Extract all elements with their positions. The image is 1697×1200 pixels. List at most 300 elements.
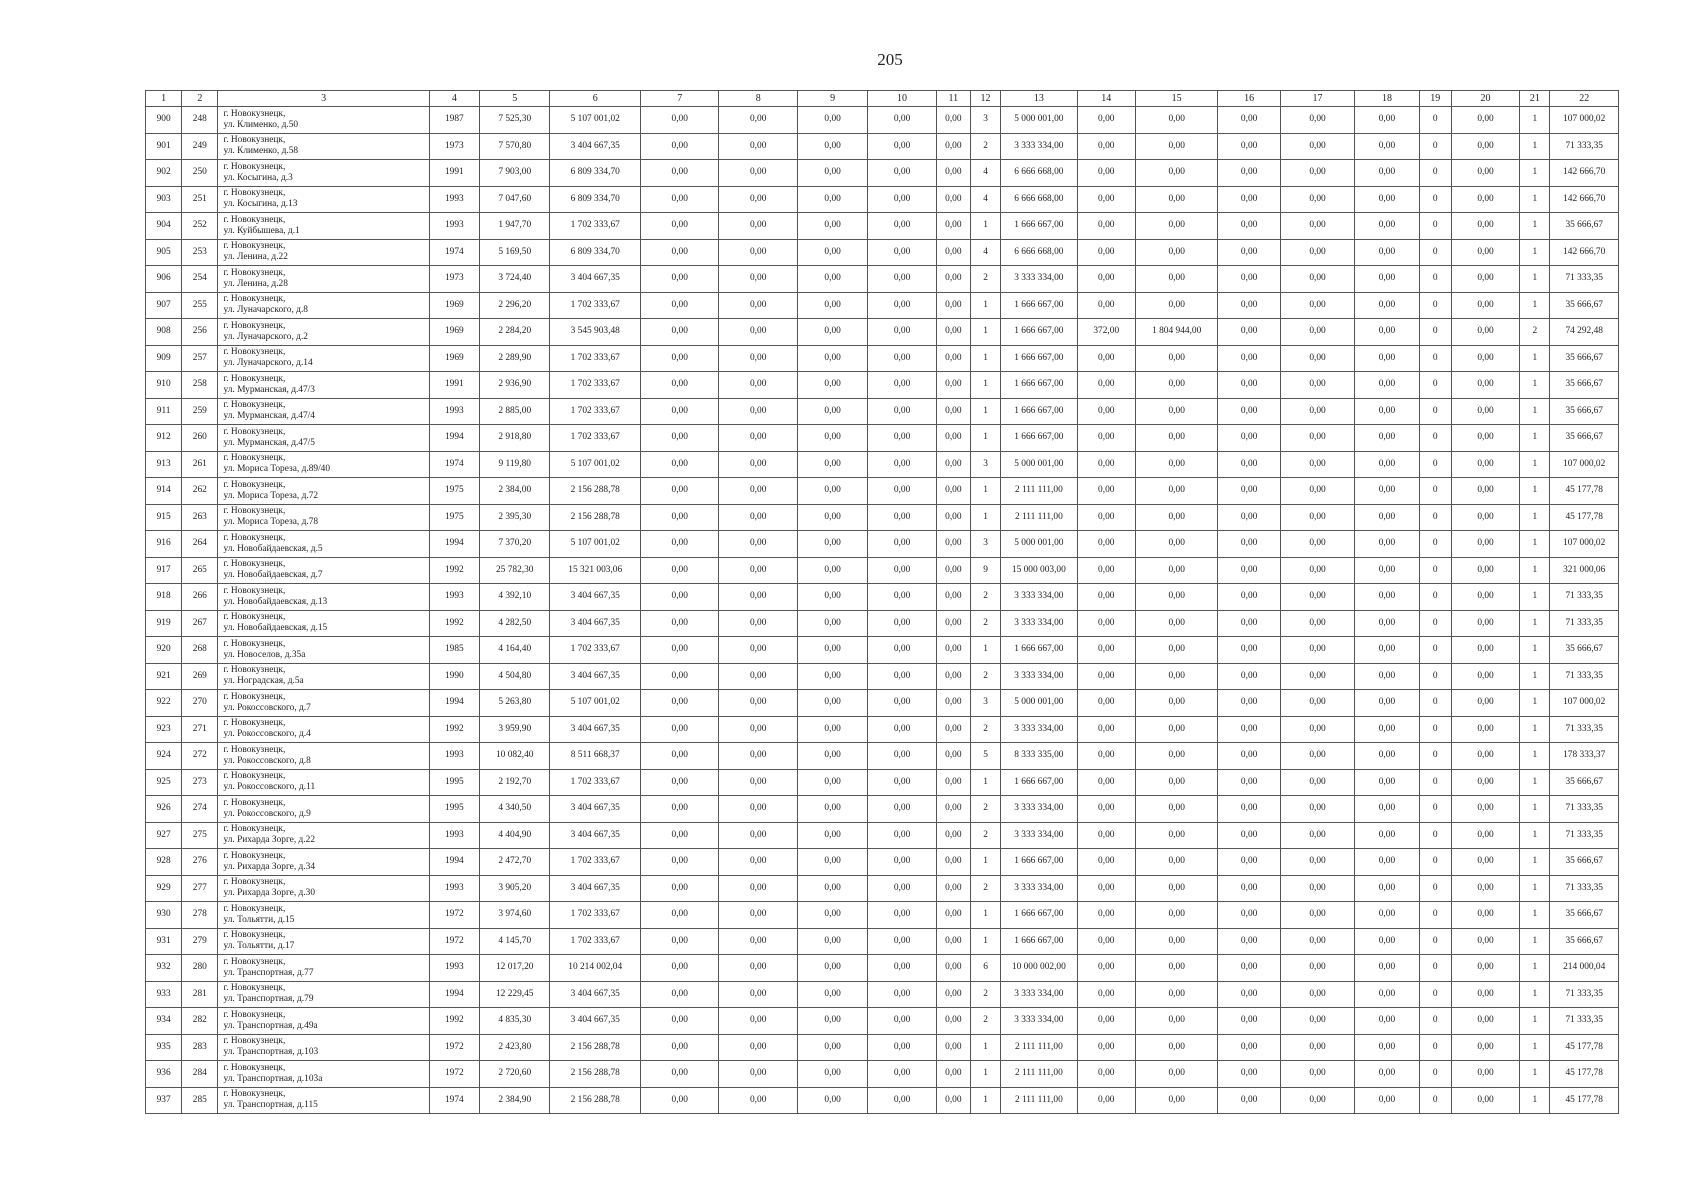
table-cell-col-16: 0,00 (1218, 425, 1280, 452)
table-cell-col-12: 1 (970, 345, 1000, 372)
table-row (146, 451, 1619, 478)
table-cell-col-21: 1 (1520, 875, 1550, 902)
table-cell-col-19: 0 (1419, 822, 1451, 849)
table-cell-col-14: 0,00 (1077, 107, 1135, 134)
table-cell-col-5: 12 229,45 (480, 981, 550, 1008)
page-number: 205 (877, 50, 903, 69)
table-cell-col-21: 1 (1520, 955, 1550, 982)
table-cell-col-10: 0,00 (868, 372, 936, 399)
table-row (146, 981, 1619, 1008)
table-cell-col-20: 0,00 (1451, 663, 1519, 690)
table-cell-col-10: 0,00 (868, 504, 936, 531)
column-header-3: 3 (218, 91, 429, 107)
table-cell-col-9: 0,00 (797, 637, 867, 664)
table-cell-col-20: 0,00 (1451, 319, 1519, 346)
table-cell-col-4: 1992 (429, 716, 479, 743)
table-cell-col-13: 3 333 334,00 (1001, 716, 1077, 743)
table-cell-col-18: 0,00 (1355, 716, 1419, 743)
table-cell-col-11: 0,00 (936, 928, 970, 955)
table-cell-col-4: 1974 (429, 239, 479, 266)
table-cell-col-11: 0,00 (936, 690, 970, 717)
table-cell-col-7: 0,00 (640, 981, 718, 1008)
table-cell-col-16: 0,00 (1218, 345, 1280, 372)
address-cell (218, 107, 429, 134)
table-cell-col-8: 0,00 (719, 716, 797, 743)
table-cell-col-14: 0,00 (1077, 690, 1135, 717)
table-cell-col-12: 2 (970, 610, 1000, 637)
table-cell-col-12: 2 (970, 875, 1000, 902)
table-cell-col-12: 6 (970, 955, 1000, 982)
table-cell-col-10: 0,00 (868, 160, 936, 187)
table-cell-col-19: 0 (1419, 319, 1451, 346)
table-cell-col-2: 266 (182, 584, 218, 611)
table-cell-col-22: 71 333,35 (1550, 133, 1619, 160)
table-row (146, 849, 1619, 876)
table-cell-col-4: 1974 (429, 1087, 479, 1114)
table-cell-col-16: 0,00 (1218, 928, 1280, 955)
table-cell-col-15: 0,00 (1135, 849, 1218, 876)
table-cell-col-2: 265 (182, 557, 218, 584)
table-cell-col-5: 7 570,80 (480, 133, 550, 160)
address-city: г. Новокузнецк, (223, 506, 286, 517)
table-cell-col-6: 6 809 334,70 (550, 160, 641, 187)
table-cell-col-9: 0,00 (797, 160, 867, 187)
table-cell-col-19: 0 (1419, 769, 1451, 796)
table-header (146, 91, 1619, 107)
table-cell-col-7: 0,00 (640, 372, 718, 399)
address-cell (218, 531, 429, 558)
table-cell-col-21: 1 (1520, 981, 1550, 1008)
address-cell (218, 292, 429, 319)
column-header-19: 19 (1419, 91, 1451, 107)
address-street: ул. Новобайдаевская, д.13 (223, 596, 328, 607)
table-cell-col-7: 0,00 (640, 292, 718, 319)
table-cell-col-16: 0,00 (1218, 239, 1280, 266)
table-cell-col-22: 35 666,67 (1550, 902, 1619, 929)
address-cell (218, 160, 429, 187)
table-cell-col-15: 0,00 (1135, 531, 1218, 558)
table-cell-col-18: 0,00 (1355, 425, 1419, 452)
table-cell-col-21: 1 (1520, 928, 1550, 955)
table-cell-col-7: 0,00 (640, 1008, 718, 1035)
table-cell-col-9: 0,00 (797, 1087, 867, 1114)
table-cell-col-2: 258 (182, 372, 218, 399)
table-cell-col-22: 71 333,35 (1550, 796, 1619, 823)
table-cell-col-11: 0,00 (936, 1061, 970, 1088)
table-cell-col-15: 0,00 (1135, 451, 1218, 478)
table-cell-col-14: 0,00 (1077, 1061, 1135, 1088)
table-cell-col-17: 0,00 (1280, 425, 1354, 452)
table-cell-col-17: 0,00 (1280, 266, 1354, 293)
table-cell-col-19: 0 (1419, 345, 1451, 372)
table-cell-col-4: 1969 (429, 345, 479, 372)
address-city: г. Новокузнецк, (223, 400, 286, 411)
table-cell-col-21: 1 (1520, 1034, 1550, 1061)
table-cell-col-20: 0,00 (1451, 875, 1519, 902)
table-cell-col-14: 0,00 (1077, 902, 1135, 929)
table-cell-col-2: 284 (182, 1061, 218, 1088)
table-cell-col-21: 1 (1520, 610, 1550, 637)
table-cell-col-15: 0,00 (1135, 478, 1218, 505)
table-cell-col-13: 1 666 667,00 (1001, 902, 1077, 929)
table-cell-col-7: 0,00 (640, 266, 718, 293)
address-cell (218, 213, 429, 240)
table-cell-col-8: 0,00 (719, 769, 797, 796)
table-cell-col-4: 1975 (429, 504, 479, 531)
table-cell-col-1: 901 (146, 133, 182, 160)
table-cell-col-11: 0,00 (936, 186, 970, 213)
table-cell-col-9: 0,00 (797, 716, 867, 743)
table-cell-col-22: 71 333,35 (1550, 822, 1619, 849)
table-cell-col-13: 1 666 667,00 (1001, 769, 1077, 796)
table-cell-col-16: 0,00 (1218, 372, 1280, 399)
table-cell-col-2: 267 (182, 610, 218, 637)
address-cell (218, 928, 429, 955)
table-cell-col-18: 0,00 (1355, 584, 1419, 611)
table-cell-col-22: 45 177,78 (1550, 1061, 1619, 1088)
table-cell-col-15: 0,00 (1135, 213, 1218, 240)
table-cell-col-18: 0,00 (1355, 292, 1419, 319)
table-cell-col-14: 0,00 (1077, 557, 1135, 584)
table-cell-col-15: 0,00 (1135, 372, 1218, 399)
table-row (146, 107, 1619, 134)
table-cell-col-15: 0,00 (1135, 690, 1218, 717)
table-cell-col-2: 252 (182, 213, 218, 240)
table-cell-col-9: 0,00 (797, 372, 867, 399)
table-row (146, 292, 1619, 319)
table-cell-col-20: 0,00 (1451, 107, 1519, 134)
table-cell-col-5: 4 835,30 (480, 1008, 550, 1035)
table-cell-col-10: 0,00 (868, 1034, 936, 1061)
table-cell-col-15: 0,00 (1135, 955, 1218, 982)
table-cell-col-11: 0,00 (936, 372, 970, 399)
table-cell-col-9: 0,00 (797, 425, 867, 452)
table-row (146, 637, 1619, 664)
address-city: г. Новокузнецк, (223, 1062, 286, 1073)
table-cell-col-15: 0,00 (1135, 239, 1218, 266)
table-cell-col-13: 6 666 668,00 (1001, 160, 1077, 187)
table-cell-col-20: 0,00 (1451, 690, 1519, 717)
address-cell (218, 398, 429, 425)
table-cell-col-11: 0,00 (936, 266, 970, 293)
address-street: ул. Рокоссовского, д.11 (223, 782, 316, 793)
table-cell-col-20: 0,00 (1451, 213, 1519, 240)
table-cell-col-18: 0,00 (1355, 610, 1419, 637)
table-cell-col-6: 3 404 667,35 (550, 981, 641, 1008)
table-row (146, 1008, 1619, 1035)
table-cell-col-8: 0,00 (719, 133, 797, 160)
address-city: г. Новокузнецк, (223, 665, 286, 676)
table-cell-col-21: 1 (1520, 345, 1550, 372)
table-cell-col-7: 0,00 (640, 531, 718, 558)
table-cell-col-9: 0,00 (797, 584, 867, 611)
table-cell-col-7: 0,00 (640, 319, 718, 346)
address-city: г. Новокузнецк, (223, 320, 286, 331)
table-cell-col-7: 0,00 (640, 1034, 718, 1061)
table-cell-col-11: 0,00 (936, 345, 970, 372)
table-cell-col-19: 0 (1419, 584, 1451, 611)
table-cell-col-5: 12 017,20 (480, 955, 550, 982)
table-cell-col-8: 0,00 (719, 663, 797, 690)
table-cell-col-15: 0,00 (1135, 133, 1218, 160)
table-cell-col-5: 5 263,80 (480, 690, 550, 717)
address-street: ул. Мориса Тореза, д.78 (223, 517, 319, 528)
address-street: ул. Клименко, д.58 (223, 146, 299, 157)
table-cell-col-14: 0,00 (1077, 1087, 1135, 1114)
address-city: г. Новокузнецк, (223, 638, 286, 649)
address-cell (218, 663, 429, 690)
address-cell (218, 981, 429, 1008)
table-cell-col-17: 0,00 (1280, 981, 1354, 1008)
table-cell-col-15: 0,00 (1135, 981, 1218, 1008)
table-cell-col-10: 0,00 (868, 637, 936, 664)
table-cell-col-7: 0,00 (640, 186, 718, 213)
table-cell-col-12: 4 (970, 239, 1000, 266)
table-cell-col-4: 1994 (429, 690, 479, 717)
table-cell-col-5: 2 296,20 (480, 292, 550, 319)
column-header-18: 18 (1355, 91, 1419, 107)
table-row (146, 398, 1619, 425)
table-cell-col-12: 1 (970, 213, 1000, 240)
address-street: ул. Мурманская, д.47/4 (223, 411, 315, 422)
table-cell-col-18: 0,00 (1355, 478, 1419, 505)
table-cell-col-19: 0 (1419, 372, 1451, 399)
address-city: г. Новокузнецк, (223, 585, 286, 596)
table-cell-col-21: 1 (1520, 398, 1550, 425)
address-city: г. Новокузнецк, (223, 956, 286, 967)
table-cell-col-5: 2 918,80 (480, 425, 550, 452)
address-city: г. Новокузнецк, (223, 241, 286, 252)
table-cell-col-10: 0,00 (868, 928, 936, 955)
table-cell-col-18: 0,00 (1355, 822, 1419, 849)
table-cell-col-7: 0,00 (640, 504, 718, 531)
table-cell-col-14: 372,00 (1077, 319, 1135, 346)
table-cell-col-16: 0,00 (1218, 186, 1280, 213)
table-cell-col-18: 0,00 (1355, 663, 1419, 690)
table-cell-col-11: 0,00 (936, 451, 970, 478)
address-city: г. Новокузнецк, (223, 294, 286, 305)
table-cell-col-19: 0 (1419, 107, 1451, 134)
table-cell-col-14: 0,00 (1077, 345, 1135, 372)
table-cell-col-9: 0,00 (797, 822, 867, 849)
table-cell-col-13: 5 000 001,00 (1001, 107, 1077, 134)
table-cell-col-11: 0,00 (936, 239, 970, 266)
address-city: г. Новокузнецк, (223, 426, 286, 437)
table-cell-col-7: 0,00 (640, 107, 718, 134)
address-street: ул. Ноградская, д.5а (223, 676, 304, 687)
table-cell-col-16: 0,00 (1218, 213, 1280, 240)
address-street: ул. Луначарского, д.2 (223, 331, 308, 342)
table-cell-col-13: 3 333 334,00 (1001, 875, 1077, 902)
table-cell-col-2: 250 (182, 160, 218, 187)
table-cell-col-7: 0,00 (640, 610, 718, 637)
table-row (146, 186, 1619, 213)
table-cell-col-2: 272 (182, 743, 218, 770)
table-cell-col-21: 1 (1520, 133, 1550, 160)
table-cell-col-6: 1 702 333,67 (550, 213, 641, 240)
table-cell-col-2: 280 (182, 955, 218, 982)
table-cell-col-7: 0,00 (640, 902, 718, 929)
table-cell-col-16: 0,00 (1218, 1008, 1280, 1035)
address-cell (218, 769, 429, 796)
table-cell-col-7: 0,00 (640, 822, 718, 849)
table-cell-col-8: 0,00 (719, 478, 797, 505)
table-cell-col-16: 0,00 (1218, 1061, 1280, 1088)
table-cell-col-11: 0,00 (936, 637, 970, 664)
column-header-15: 15 (1135, 91, 1218, 107)
table-cell-col-2: 261 (182, 451, 218, 478)
table-cell-col-1: 934 (146, 1008, 182, 1035)
table-cell-col-12: 1 (970, 425, 1000, 452)
table-cell-col-6: 3 404 667,35 (550, 822, 641, 849)
table-cell-col-15: 0,00 (1135, 637, 1218, 664)
table-cell-col-6: 3 545 903,48 (550, 319, 641, 346)
table-cell-col-8: 0,00 (719, 451, 797, 478)
table-cell-col-10: 0,00 (868, 690, 936, 717)
table-cell-col-21: 1 (1520, 849, 1550, 876)
column-header-6: 6 (550, 91, 641, 107)
table-cell-col-1: 923 (146, 716, 182, 743)
table-row (146, 955, 1619, 982)
table-cell-col-19: 0 (1419, 504, 1451, 531)
table-cell-col-20: 0,00 (1451, 610, 1519, 637)
table-cell-col-5: 4 145,70 (480, 928, 550, 955)
table-cell-col-7: 0,00 (640, 690, 718, 717)
table-cell-col-19: 0 (1419, 690, 1451, 717)
table-cell-col-6: 3 404 667,35 (550, 133, 641, 160)
table-cell-col-5: 4 504,80 (480, 663, 550, 690)
table-cell-col-9: 0,00 (797, 133, 867, 160)
address-cell (218, 372, 429, 399)
table-cell-col-11: 0,00 (936, 981, 970, 1008)
column-header-10: 10 (868, 91, 936, 107)
table-cell-col-15: 0,00 (1135, 266, 1218, 293)
table-cell-col-15: 0,00 (1135, 584, 1218, 611)
table-cell-col-10: 0,00 (868, 716, 936, 743)
table-cell-col-17: 0,00 (1280, 319, 1354, 346)
table-cell-col-5: 5 169,50 (480, 239, 550, 266)
address-street: ул. Новобайдаевская, д.7 (223, 570, 323, 581)
table-cell-col-2: 277 (182, 875, 218, 902)
table-cell-col-6: 1 702 333,67 (550, 398, 641, 425)
table-cell-col-17: 0,00 (1280, 584, 1354, 611)
table-cell-col-5: 2 936,90 (480, 372, 550, 399)
table-cell-col-2: 253 (182, 239, 218, 266)
table-cell-col-15: 0,00 (1135, 425, 1218, 452)
table-cell-col-22: 71 333,35 (1550, 981, 1619, 1008)
table-cell-col-15: 0,00 (1135, 902, 1218, 929)
table-cell-col-22: 35 666,67 (1550, 637, 1619, 664)
table-cell-col-20: 0,00 (1451, 266, 1519, 293)
table-cell-col-9: 0,00 (797, 663, 867, 690)
address-cell (218, 822, 429, 849)
table-cell-col-15: 0,00 (1135, 875, 1218, 902)
table-row (146, 1087, 1619, 1114)
table-cell-col-6: 3 404 667,35 (550, 266, 641, 293)
table-cell-col-9: 0,00 (797, 875, 867, 902)
table-cell-col-9: 0,00 (797, 451, 867, 478)
table-row (146, 213, 1619, 240)
table-cell-col-11: 0,00 (936, 557, 970, 584)
table-cell-col-15: 0,00 (1135, 769, 1218, 796)
address-city: г. Новокузнецк, (223, 850, 286, 861)
table-cell-col-16: 0,00 (1218, 398, 1280, 425)
table-cell-col-9: 0,00 (797, 955, 867, 982)
table-cell-col-10: 0,00 (868, 955, 936, 982)
table-cell-col-4: 1985 (429, 637, 479, 664)
table-cell-col-17: 0,00 (1280, 902, 1354, 929)
table-cell-col-2: 262 (182, 478, 218, 505)
table-cell-col-17: 0,00 (1280, 504, 1354, 531)
table-cell-col-10: 0,00 (868, 822, 936, 849)
table-cell-col-14: 0,00 (1077, 663, 1135, 690)
table-cell-col-17: 0,00 (1280, 398, 1354, 425)
table-cell-col-1: 905 (146, 239, 182, 266)
table-row (146, 557, 1619, 584)
table-cell-col-14: 0,00 (1077, 637, 1135, 664)
table-cell-col-22: 35 666,67 (1550, 769, 1619, 796)
table-cell-col-10: 0,00 (868, 478, 936, 505)
table-cell-col-17: 0,00 (1280, 239, 1354, 266)
table-cell-col-6: 2 156 288,78 (550, 504, 641, 531)
table-cell-col-14: 0,00 (1077, 1008, 1135, 1035)
address-street: ул. Клименко, д.50 (223, 119, 299, 130)
table-cell-col-11: 0,00 (936, 716, 970, 743)
table-cell-col-21: 1 (1520, 1008, 1550, 1035)
table-cell-col-17: 0,00 (1280, 796, 1354, 823)
table-cell-col-22: 45 177,78 (1550, 1034, 1619, 1061)
table-cell-col-17: 0,00 (1280, 1008, 1354, 1035)
table-cell-col-16: 0,00 (1218, 796, 1280, 823)
table-cell-col-12: 3 (970, 531, 1000, 558)
table-cell-col-7: 0,00 (640, 955, 718, 982)
table-cell-col-1: 909 (146, 345, 182, 372)
table-cell-col-16: 0,00 (1218, 504, 1280, 531)
table-cell-col-13: 3 333 334,00 (1001, 584, 1077, 611)
address-street: ул. Мориса Тореза, д.72 (223, 490, 319, 501)
table-cell-col-19: 0 (1419, 875, 1451, 902)
table-cell-col-6: 2 156 288,78 (550, 1034, 641, 1061)
table-cell-col-20: 0,00 (1451, 1008, 1519, 1035)
table-row (146, 902, 1619, 929)
table-cell-col-6: 1 702 333,67 (550, 292, 641, 319)
table-cell-col-20: 0,00 (1451, 955, 1519, 982)
table-cell-col-14: 0,00 (1077, 504, 1135, 531)
table-cell-col-16: 0,00 (1218, 557, 1280, 584)
table-cell-col-19: 0 (1419, 425, 1451, 452)
table-cell-col-8: 0,00 (719, 557, 797, 584)
table-cell-col-18: 0,00 (1355, 690, 1419, 717)
table-cell-col-12: 2 (970, 663, 1000, 690)
table-cell-col-15: 0,00 (1135, 186, 1218, 213)
table-cell-col-16: 0,00 (1218, 769, 1280, 796)
table-cell-col-8: 0,00 (719, 107, 797, 134)
table-cell-col-9: 0,00 (797, 1034, 867, 1061)
address-cell (218, 186, 429, 213)
address-street: ул. Рихарда Зорге, д.22 (223, 835, 316, 846)
table-cell-col-13: 15 000 003,00 (1001, 557, 1077, 584)
address-city: г. Новокузнецк, (223, 347, 286, 358)
table-cell-col-11: 0,00 (936, 1008, 970, 1035)
table-cell-col-17: 0,00 (1280, 955, 1354, 982)
table-cell-col-5: 2 284,20 (480, 319, 550, 346)
table-cell-col-11: 0,00 (936, 531, 970, 558)
table-cell-col-5: 2 192,70 (480, 769, 550, 796)
table-cell-col-7: 0,00 (640, 478, 718, 505)
table-cell-col-1: 907 (146, 292, 182, 319)
table-cell-col-4: 1969 (429, 319, 479, 346)
table-cell-col-14: 0,00 (1077, 849, 1135, 876)
